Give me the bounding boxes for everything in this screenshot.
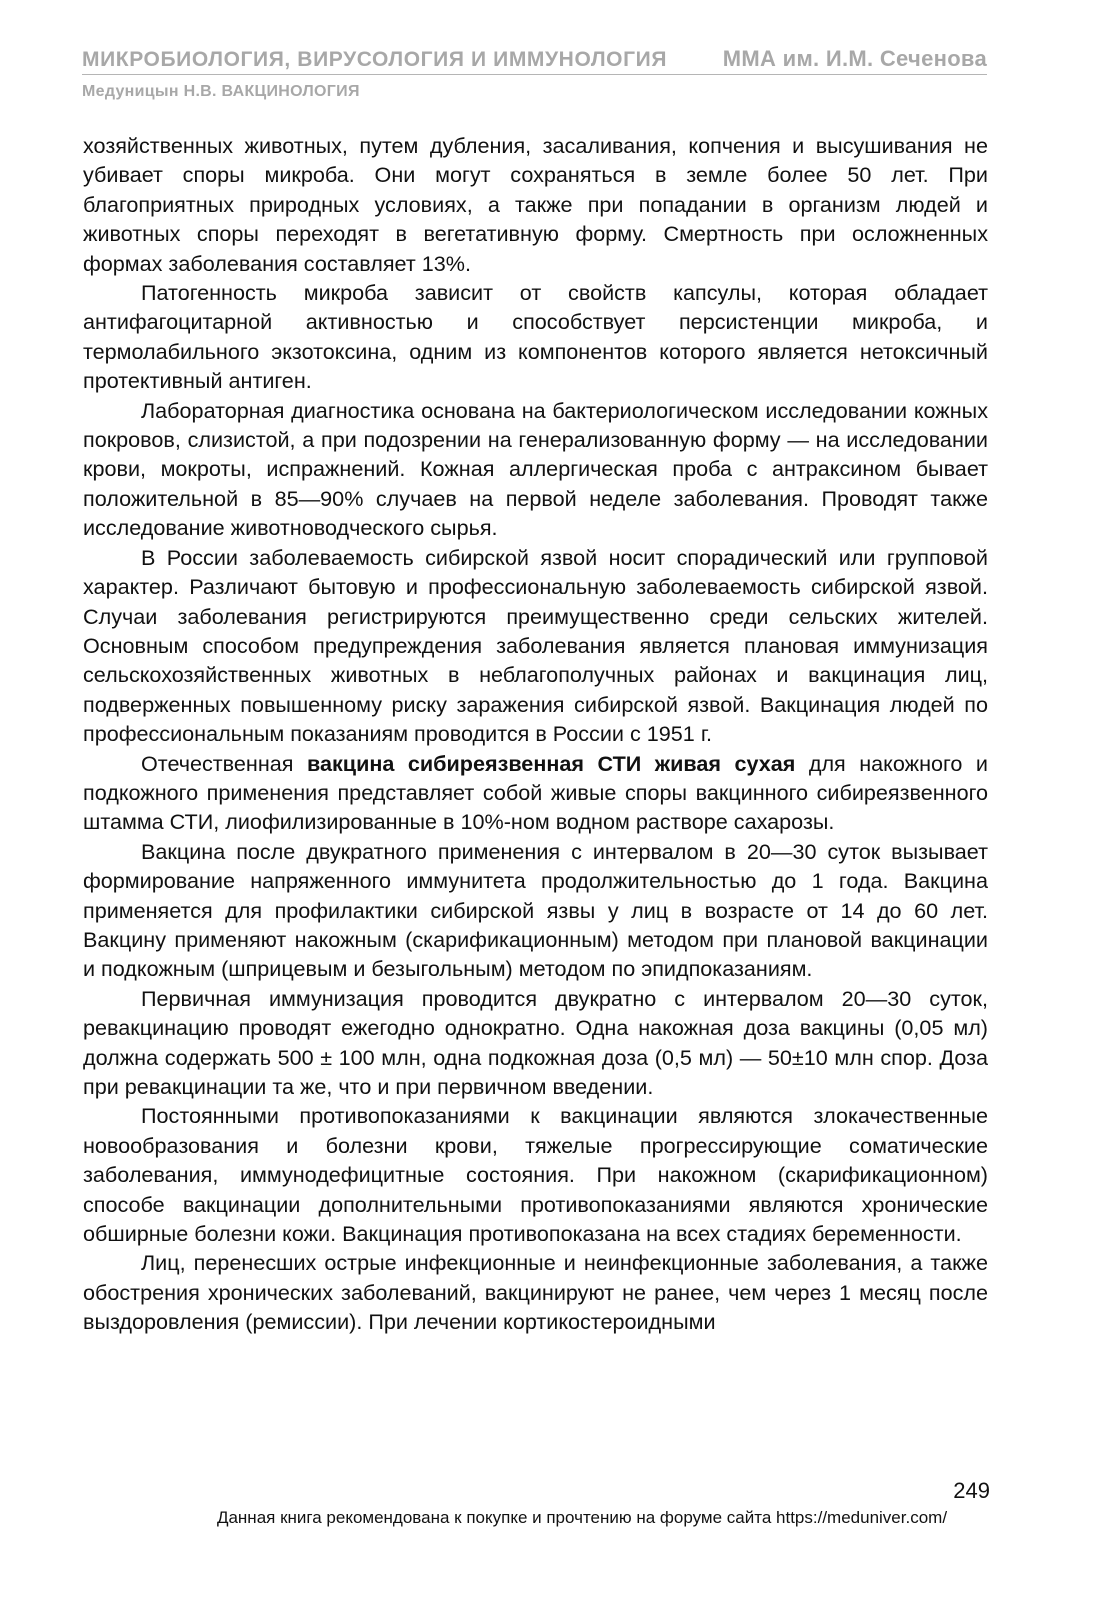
running-header: [82, 46, 987, 101]
vaccine-name: вакцина сибиреязвенная СТИ живая сухая: [306, 750, 796, 776]
paragraph-5-lead: Отечественная: [141, 750, 307, 776]
paragraph-9: Лиц, перенесших острые инфекционные и неинфекционные заболевания, а также обострения хронических заболеваний, вакцинируют не ранее, чем через 1 месяц после выздоровления (ремиссии). При лечении кортикостероидными: [83, 1250, 988, 1335]
paragraph-6: Вакцина после двукратного применения с интервалом в 20—30 суток вызывает формирование напряженного иммунитета продолжительностью до 1 года. Вакцина применяется для профилактики сибирской язвы у лиц в возрасте от 14 до 60 лет. Вакцину применяют накожным (скарификационным) методом при плановой вакцинации и подкожным (шприцевым и безыгольным) методом по эпидпоказаниям.: [83, 838, 988, 982]
page-number: 249: [953, 1478, 990, 1503]
paragraph-5: [83, 749, 988, 837]
running-header-row: [82, 46, 987, 75]
paragraph-1: хозяйственных животных, путем дубления, засаливания, копчения и высушивания не убивает споры микроба. Они могут сохраняться в земле более 50 лет. При благоприятных природных условиях, а также при попадании в организм людей и животных споры переходят в вегетативную форму. Смертность при осложненных формах заболевания составляет 13%.: [83, 133, 988, 276]
paragraph-3: Лабораторная диагностика основана на бактериологическом исследовании кожных покровов, слизистой, а при подозрении на генерализованную форму — на исследовании крови, мокроты, испражнений. Кожная аллергическая проба с антраксином бывает положительной в 85—90% случаев на первой неделе заболевания. Проводят также исследование животноводческого сырья.: [83, 397, 988, 541]
paragraph-5-rest: для накожного и подкожного применения представляет собой живые споры вакцинного сибиреязвенного штамма СТИ, лиофилизированные в 10%-ном водном растворе сахарозы.: [83, 750, 988, 835]
page-body: [83, 131, 988, 1337]
paragraph-2: Патогенность микроба зависит от свойств капсулы, которая обладает антифагоцитарной активностью и способствует персистенции микроба, и термолабильного экзотоксина, одним из компонентов которого является нетоксичный протективный антиген.: [83, 280, 988, 394]
publisher-name: ММА им. И.М. Сеченова: [722, 46, 987, 71]
book-author-title: Медуницын Н.В. ВАКЦИНОЛОГИЯ: [82, 83, 360, 100]
book-series-title: МИКРОБИОЛОГИЯ, ВИРУСОЛОГИЯ И ИММУНОЛОГИЯ: [82, 48, 668, 71]
paragraph-7: Первичная иммунизация проводится двукратно с интервалом 20—30 суток, ревакцинацию проводят ежегодно однократно. Одна накожная доза вакцины (0,05 мл) должна содержать 500 ± 100 млн, одна подкожная доза (0,5 мл) — 50±10 млн спор. Доза при ревакцинации та же, что и при первичном введении.: [83, 985, 988, 1099]
paragraph-4: В России заболеваемость сибирской язвой носит спорадический или групповой характер. Различают бытовую и профессиональную заболеваемость сибирской язвой. Случаи заболевания регистрируются преимущественно среди сельских жителей. Основным способом предупреждения заболевания является плановая иммунизация сельскохозяйственных животных в неблагополучных районах и вакцинация лиц, подверженных повышенному риску заражения сибирской язвой. Вакцинация людей по профессиональным показаниям проводится в России с 1951 г.: [83, 544, 988, 747]
paragraph-8: Постоянными противопоказаниями к вакцинации являются злокачественные новообразования и болезни крови, тяжелые прогрессирующие соматические заболевания, иммунодефицитные состояния. При накожном (скарификационном) способе вакцинации дополнительными противопоказаниями являются хронические обширные болезни кожи. Вакцинация противопоказана на всех стадиях беременности.: [83, 1103, 988, 1247]
footer-note: Данная книга рекомендована к покупке и прочтению на форуме сайта https://meduniver.com/: [216, 1508, 948, 1527]
